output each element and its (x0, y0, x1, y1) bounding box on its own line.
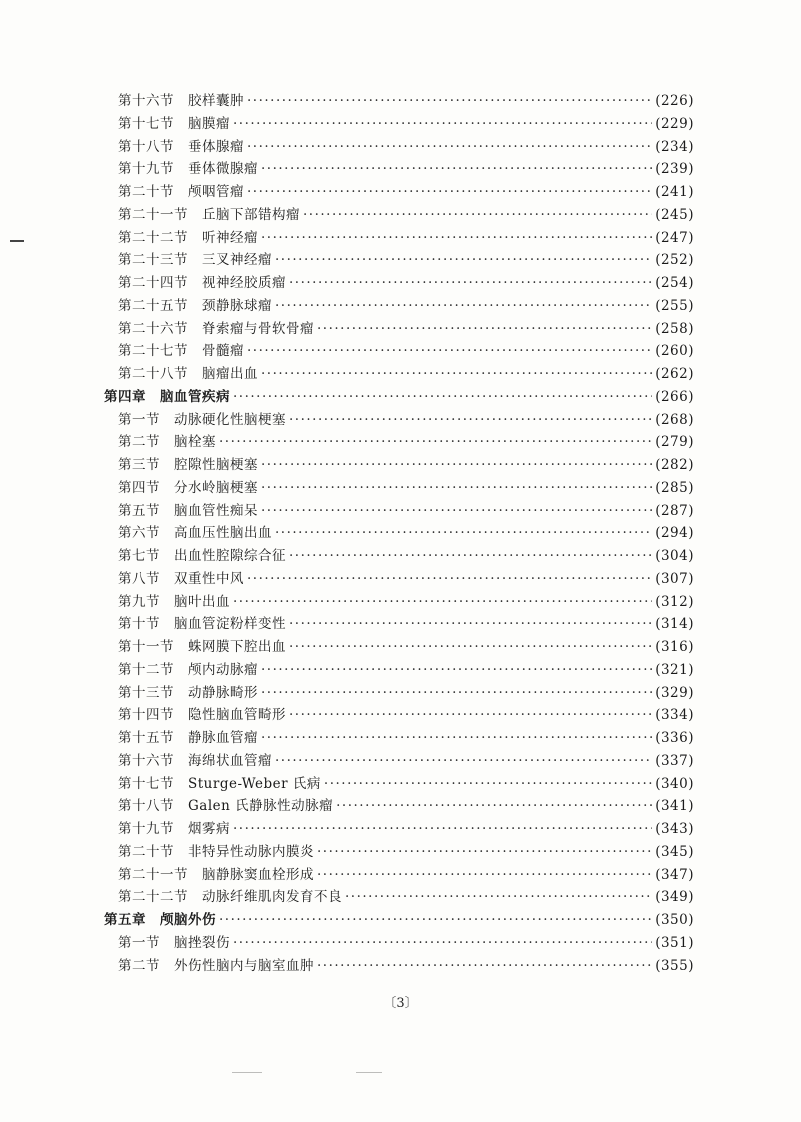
entry-page-number: (350) (655, 912, 694, 928)
entry-number: 第十二节 (118, 661, 174, 678)
toc-section-row (104, 750, 694, 773)
toc-section-row (104, 727, 694, 750)
entry-title: 脑血管性痴呆 (174, 502, 258, 519)
entry-page-number: (234) (655, 138, 694, 155)
entry-title: 丘脑下部错构瘤 (202, 206, 300, 223)
entry-number: 第七节 (118, 548, 160, 564)
entry-number: 第二节 (118, 957, 160, 974)
entry-number: 第二十三节 (118, 252, 188, 269)
dot-leader (261, 454, 652, 477)
entry-title: 脑血管淀粉样变性 (174, 616, 286, 633)
dot-leader (247, 568, 652, 591)
entry-title: 骨髓瘤 (202, 343, 244, 360)
toc-chapter-row (104, 909, 694, 932)
entry-number: 第二十一节 (118, 866, 188, 883)
entry-page-number: (294) (655, 525, 694, 542)
entry-title: Sturge-Weber 氏病 (188, 775, 321, 792)
entry-number: 第一节 (118, 411, 160, 428)
entry-page-number: (279) (655, 434, 694, 451)
toc-section-row (104, 113, 694, 136)
entry-number: 第十七节 (118, 775, 174, 792)
entry-title: 非特异性动脉内膜炎 (188, 843, 314, 860)
entry-title: 海绵状血管瘤 (188, 752, 272, 769)
table-of-contents (104, 90, 694, 977)
entry-page-number: (347) (655, 866, 694, 883)
dot-leader (261, 500, 652, 523)
entry-title: 动静脉畸形 (188, 684, 258, 701)
entry-page-number: (312) (655, 593, 694, 610)
entry-page-number: (239) (655, 161, 694, 178)
dot-leader (289, 704, 652, 727)
dot-leader (261, 727, 652, 750)
entry-title: 颅咽管瘤 (188, 184, 244, 200)
toc-section-row (104, 272, 694, 295)
entry-number: 第五章 (104, 912, 146, 928)
entry-page-number: (341) (655, 798, 694, 815)
toc-section-row (104, 613, 694, 636)
dot-leader (247, 181, 652, 204)
entry-title: 脑血管疾病 (160, 388, 230, 405)
dot-leader (317, 841, 652, 864)
dot-leader (261, 477, 652, 500)
entry-page-number: (282) (655, 457, 694, 473)
entry-number: 第二十五节 (118, 297, 188, 314)
entry-page-number: (262) (655, 366, 694, 382)
toc-section-row (104, 886, 694, 909)
entry-page-number: (260) (655, 343, 694, 360)
entry-page-number: (351) (655, 934, 694, 951)
entry-title: 视神经胶质瘤 (202, 275, 286, 291)
dot-leader (275, 295, 652, 318)
entry-page-number: (336) (655, 730, 694, 746)
entry-number: 第十七节 (118, 115, 174, 132)
entry-number: 第二十二节 (118, 889, 188, 906)
entry-title: 动脉纤维肌肉发育不良 (202, 889, 342, 906)
entry-title: 脑膜瘤 (188, 115, 230, 132)
entry-page-number: (334) (655, 707, 694, 724)
dot-leader (233, 591, 652, 614)
entry-title: 脑挫裂伤 (174, 934, 230, 951)
dot-leader (233, 818, 652, 841)
entry-title: 三叉神经瘤 (202, 252, 272, 269)
entry-title: Galen 氏静脉性动脉瘤 (188, 798, 334, 815)
entry-title: 脑叶出血 (174, 593, 230, 610)
toc-section-row (104, 90, 694, 113)
dot-leader (303, 204, 652, 227)
entry-page-number: (252) (655, 252, 694, 269)
entry-number: 第五节 (118, 502, 160, 519)
entry-number: 第十五节 (118, 730, 174, 746)
entry-number: 第九节 (118, 593, 160, 610)
toc-section-row (104, 659, 694, 682)
dot-leader (336, 795, 652, 818)
toc-section-row (104, 227, 694, 250)
toc-section-row (104, 363, 694, 386)
dot-leader (317, 864, 652, 887)
toc-section-row (104, 204, 694, 227)
entry-page-number: (343) (655, 821, 694, 837)
entry-page-number: (266) (655, 388, 694, 405)
toc-section-row (104, 136, 694, 159)
entry-title: 高血压性脑出血 (174, 525, 272, 542)
entry-page-number: (349) (655, 889, 694, 906)
entry-title: 垂体腺瘤 (188, 138, 244, 155)
dot-leader (247, 136, 652, 159)
entry-page-number: (247) (655, 229, 694, 246)
entry-page-number: (241) (655, 184, 694, 200)
entry-title: 动脉硬化性脑梗塞 (174, 411, 286, 428)
toc-section-row (104, 636, 694, 659)
entry-number: 第二十四节 (118, 275, 188, 291)
entry-title: 双重性中风 (174, 570, 244, 587)
entry-number: 第四节 (118, 479, 160, 496)
entry-number: 第十八节 (118, 138, 174, 155)
toc-section-row (104, 795, 694, 818)
toc-section-row (104, 454, 694, 477)
toc-section-row (104, 682, 694, 705)
entry-number: 第十三节 (118, 684, 174, 701)
entry-number: 第三节 (118, 457, 160, 473)
toc-section-row (104, 181, 694, 204)
entry-page-number: (254) (655, 275, 694, 291)
dot-leader (247, 340, 652, 363)
entry-title: 静脉血管瘤 (188, 730, 258, 746)
entry-number: 第六节 (118, 525, 160, 542)
entry-number: 第二十节 (118, 184, 174, 200)
toc-section-row (104, 932, 694, 955)
entry-number: 第二十一节 (118, 206, 188, 223)
dot-leader (233, 932, 652, 955)
entry-title: 隐性脑血管畸形 (188, 707, 286, 724)
entry-number: 第十九节 (118, 161, 174, 178)
scan-mark (356, 1072, 382, 1073)
entry-title: 脑栓塞 (174, 434, 216, 451)
toc-section-row (104, 522, 694, 545)
entry-page-number: (285) (655, 479, 694, 496)
entry-page-number: (255) (655, 297, 694, 314)
entry-number: 第十六节 (118, 752, 174, 769)
toc-section-row (104, 955, 694, 978)
entry-title: 腔隙性脑梗塞 (174, 457, 258, 473)
dot-leader (289, 272, 652, 295)
dot-leader (345, 886, 652, 909)
entry-number: 第八节 (118, 570, 160, 587)
entry-number: 第二十节 (118, 843, 174, 860)
dot-leader (317, 318, 652, 341)
entry-title: 颈静脉球瘤 (202, 297, 272, 314)
entry-page-number: (258) (655, 320, 694, 337)
entry-page-number: (245) (655, 206, 694, 223)
entry-title: 脑瘤出血 (202, 366, 258, 382)
entry-title: 脊索瘤与骨软骨瘤 (202, 320, 314, 337)
entry-number: 第十九节 (118, 821, 174, 837)
entry-page-number: (314) (655, 616, 694, 633)
entry-title: 分水岭脑梗塞 (174, 479, 258, 496)
scan-mark (10, 240, 24, 242)
entry-title: 垂体微腺瘤 (188, 161, 258, 178)
toc-section-row (104, 431, 694, 454)
dot-leader (289, 636, 652, 659)
dot-leader (275, 249, 652, 272)
entry-number: 第十四节 (118, 707, 174, 724)
entry-title: 听神经瘤 (202, 229, 258, 246)
toc-section-row (104, 591, 694, 614)
entry-title: 出血性腔隙综合征 (174, 548, 286, 564)
dot-leader (317, 955, 652, 978)
entry-page-number: (229) (655, 115, 694, 132)
toc-section-row (104, 318, 694, 341)
toc-chapter-row (104, 386, 694, 409)
dot-leader (261, 227, 652, 250)
entry-number: 第二十七节 (118, 343, 188, 360)
toc-section-row (104, 568, 694, 591)
toc-section-row (104, 500, 694, 523)
entry-number: 第二节 (118, 434, 160, 451)
entry-number: 第二十六节 (118, 320, 188, 337)
toc-section-row (104, 704, 694, 727)
dot-leader (289, 545, 652, 568)
dot-leader (261, 682, 652, 705)
entry-title: 胶样囊肿 (188, 93, 244, 109)
entry-page-number: (287) (655, 502, 694, 519)
dot-leader (219, 431, 652, 454)
entry-title: 烟雾病 (188, 821, 230, 837)
dot-leader (233, 113, 652, 136)
entry-page-number: (329) (655, 684, 694, 701)
dot-leader (289, 613, 652, 636)
dot-leader (275, 750, 652, 773)
entry-title: 蛛网膜下腔出血 (188, 639, 286, 655)
entry-title: 外伤性脑内与脑室血肿 (174, 957, 314, 974)
toc-section-row (104, 818, 694, 841)
toc-section-row (104, 295, 694, 318)
entry-page-number: (307) (655, 570, 694, 587)
entry-page-number: (316) (655, 639, 694, 655)
entry-page-number: (226) (655, 93, 694, 109)
toc-section-row (104, 477, 694, 500)
toc-section-row (104, 864, 694, 887)
entry-number: 第二十二节 (118, 229, 188, 246)
toc-section-row (104, 841, 694, 864)
entry-page-number: (345) (655, 843, 694, 860)
toc-section-row (104, 773, 694, 796)
toc-section-row (104, 249, 694, 272)
dot-leader (289, 409, 652, 432)
entry-page-number: (268) (655, 411, 694, 428)
toc-section-row (104, 409, 694, 432)
dot-leader (247, 90, 652, 113)
entry-title: 颅脑外伤 (160, 912, 216, 928)
entry-page-number: (337) (655, 752, 694, 769)
entry-title: 脑静脉窦血栓形成 (202, 866, 314, 883)
entry-number: 第四章 (104, 388, 146, 405)
toc-section-row (104, 545, 694, 568)
entry-page-number: (340) (655, 775, 694, 792)
entry-number: 第十八节 (118, 798, 174, 815)
entry-number: 第一节 (118, 934, 160, 951)
entry-page-number: (321) (655, 661, 694, 678)
dot-leader (261, 363, 652, 386)
entry-number: 第十六节 (118, 93, 174, 109)
page-number: 〔3〕 (383, 996, 418, 1011)
entry-number: 第十节 (118, 616, 160, 633)
toc-section-row (104, 340, 694, 363)
dot-leader (219, 909, 652, 932)
dot-leader (261, 158, 652, 181)
dot-leader (275, 522, 652, 545)
dot-leader (324, 773, 652, 796)
entry-number: 第十一节 (118, 639, 174, 655)
scan-mark (232, 1072, 262, 1073)
entry-number: 第二十八节 (118, 366, 188, 382)
dot-leader (233, 386, 652, 409)
entry-title: 颅内动脉瘤 (188, 661, 258, 678)
entry-page-number: (355) (655, 957, 694, 974)
toc-section-row (104, 158, 694, 181)
dot-leader (261, 659, 652, 682)
entry-page-number: (304) (655, 548, 694, 564)
